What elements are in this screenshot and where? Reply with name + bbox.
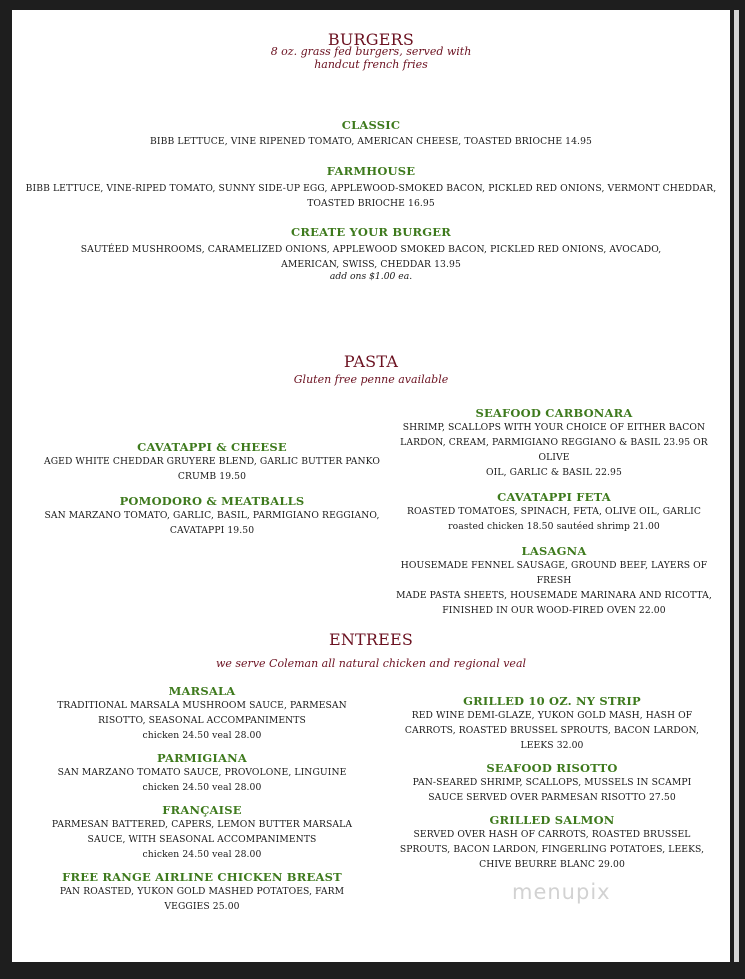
item-name-ny-strip: GRILLED 10 OZ. NY STRIP [463, 694, 641, 708]
burgers-title: BURGERS [327, 30, 415, 49]
item-desc-ny-strip-line3: LEEKS 32.00 [520, 740, 584, 751]
entrees-right-column [382, 694, 722, 872]
item-desc-francaise-line2: SAUCE, WITH SEASONAL ACCOMPANIMENTS [87, 834, 317, 845]
item-desc-lasagna-line2: MADE PASTA SHEETS, HOUSEMADE MARINARA AND RICOTTA, [396, 590, 712, 601]
item-name-cavatappi-feta: CAVATAPPI FETA [497, 490, 611, 504]
item-desc-chicken-line1: PAN ROASTED, YUKON GOLD MASHED POTATOES, FARM [59, 886, 345, 897]
item-desc-carbonara-line2: LARDON, CREAM, PARMIGIANO REGGIANO & BASIL 23.95 OR OLIVE [400, 437, 708, 463]
entrees-left-column [42, 684, 362, 914]
item-name-classic: CLASSIC [341, 118, 401, 132]
item-desc-classic: BIBB LETTUCE, VINE RIPENED TOMATO, AMERICAN CHEESE, TOASTED BRIOCHE 14.95 [150, 136, 592, 147]
item-desc-ny-strip-line1: RED WINE DEMI-GLAZE, YUKON GOLD MASH, HASH OF [411, 710, 693, 721]
burgers-subtitle-line2: handcut french fries [314, 58, 428, 71]
item-name-lasagna: LASAGNA [521, 544, 587, 558]
item-name-seafood-carbonara: SEAFOOD CARBONARA [475, 406, 633, 420]
pasta-right-column [386, 406, 722, 618]
item-name-farmhouse: FARMHOUSE [326, 164, 416, 178]
item-desc-cavatappi-cheese-line2: CRUMB 19.50 [177, 471, 247, 482]
item-name-parmigiana: PARMIGIANA [157, 751, 247, 765]
item-desc-create-line2: AMERICAN, SWISS, CHEDDAR 13.95 [281, 259, 461, 270]
item-desc-marsala-line3: chicken 24.50 veal 28.00 [142, 730, 262, 741]
entrees-subtitle: we serve Coleman all natural chicken and regional veal [215, 657, 527, 670]
addon-note: add ons $1.00 ea. [329, 271, 413, 282]
pasta-left-column [12, 440, 412, 538]
item-desc-parmigiana-line2: chicken 24.50 veal 28.00 [142, 782, 262, 793]
item-name-grilled-salmon: GRILLED SALMON [489, 813, 615, 827]
item-desc-marsala-line2: RISOTTO, SEASONAL ACCOMPANIMENTS [98, 715, 306, 726]
item-desc-francaise-line3: chicken 24.50 veal 28.00 [142, 849, 262, 860]
item-desc-parmigiana-line1: SAN MARZANO TOMATO SAUCE, PROVOLONE, LINGUINE [57, 767, 347, 778]
menu-page [12, 10, 730, 962]
item-desc-farmhouse-line1: BIBB LETTUCE, VINE-RIPED TOMATO, SUNNY SIDE-UP EGG, APPLEWOOD-SMOKED BACON, PICKLED RED ONIONS, VERMONT CHEDDAR, [25, 183, 717, 194]
item-desc-chicken-line2: VEGGIES 25.00 [164, 901, 240, 912]
item-desc-lasagna-line3: FINISHED IN OUR WOOD-FIRED OVEN 22.00 [442, 605, 666, 616]
item-desc-pomodoro-line2: CAVATAPPI 19.50 [169, 525, 255, 536]
item-desc-feta-line2: roasted chicken 18.50 sautéed shrimp 21.00 [448, 521, 660, 532]
item-desc-francaise-line1: PARMESAN BATTERED, CAPERS, LEMON BUTTER MARSALA [51, 819, 353, 830]
item-desc-feta-line1: ROASTED TOMATOES, SPINACH, FETA, OLIVE OIL, GARLIC [407, 506, 701, 517]
item-desc-ny-strip-line2: CARROTS, ROASTED BRUSSEL SPROUTS, BACON LARDON, [404, 725, 700, 736]
item-desc-pomodoro-line1: SAN MARZANO TOMATO, GARLIC, BASIL, PARMIGIANO REGGIANO, [44, 510, 380, 521]
item-desc-salmon-line3: CHIVE BEURRE BLANC 29.00 [479, 859, 625, 870]
item-desc-risotto-line2: SAUCE SERVED OVER PARMESAN RISOTTO 27.50 [428, 792, 676, 803]
item-desc-create-line1: SAUTÉED MUSHROOMS, CARAMELIZED ONIONS, APPLEWOOD SMOKED BACON, PICKLED RED ONIONS, AVOCADO, [80, 244, 662, 255]
entrees-title: ENTREES [328, 630, 414, 649]
scrollbar[interactable] [734, 10, 739, 962]
item-desc-salmon-line2: SPROUTS, BACON LARDON, FINGERLING POTATOES, LEEKS, [399, 844, 705, 855]
item-name-marsala: MARSALA [168, 684, 236, 698]
item-desc-carbonara-line1: SHRIMP, SCALLOPS WITH YOUR CHOICE OF EITHER BACON [402, 422, 706, 433]
item-desc-salmon-line1: SERVED OVER HASH OF CARROTS, ROASTED BRUSSEL [413, 829, 691, 840]
burgers-subtitle-line1: 8 oz. grass fed burgers, served with [270, 45, 472, 58]
item-name-seafood-risotto: SEAFOOD RISOTTO [486, 761, 618, 775]
menupix-watermark: menupix [512, 880, 611, 904]
pasta-subtitle: Gluten free penne available [293, 373, 449, 386]
item-desc-marsala-line1: TRADITIONAL MARSALA MUSHROOM SAUCE, PARMESAN [57, 700, 347, 711]
item-desc-lasagna-line1: HOUSEMADE FENNEL SAUSAGE, GROUND BEEF, LAYERS OF FRESH [400, 560, 708, 586]
item-name-free-range-chicken: FREE RANGE AIRLINE CHICKEN BREAST [62, 870, 342, 884]
item-desc-cavatappi-cheese-line1: AGED WHITE CHEDDAR GRUYERE BLEND, GARLIC BUTTER PANKO [43, 456, 381, 467]
item-desc-farmhouse-line2: TOASTED BRIOCHE 16.95 [307, 198, 435, 209]
item-desc-carbonara-line3: OIL, GARLIC & BASIL 22.95 [486, 467, 622, 478]
item-name-pomodoro-meatballs: POMODORO & MEATBALLS [119, 494, 305, 508]
item-name-create-your-burger: CREATE YOUR BURGER [291, 225, 451, 239]
item-name-francaise: FRANÇAISE [162, 803, 242, 817]
pasta-title: PASTA [343, 352, 399, 371]
item-name-cavatappi-cheese: CAVATAPPI & CHEESE [137, 440, 287, 454]
item-desc-risotto-line1: PAN-SEARED SHRIMP, SCALLOPS, MUSSELS IN SCAMPI [412, 777, 692, 788]
